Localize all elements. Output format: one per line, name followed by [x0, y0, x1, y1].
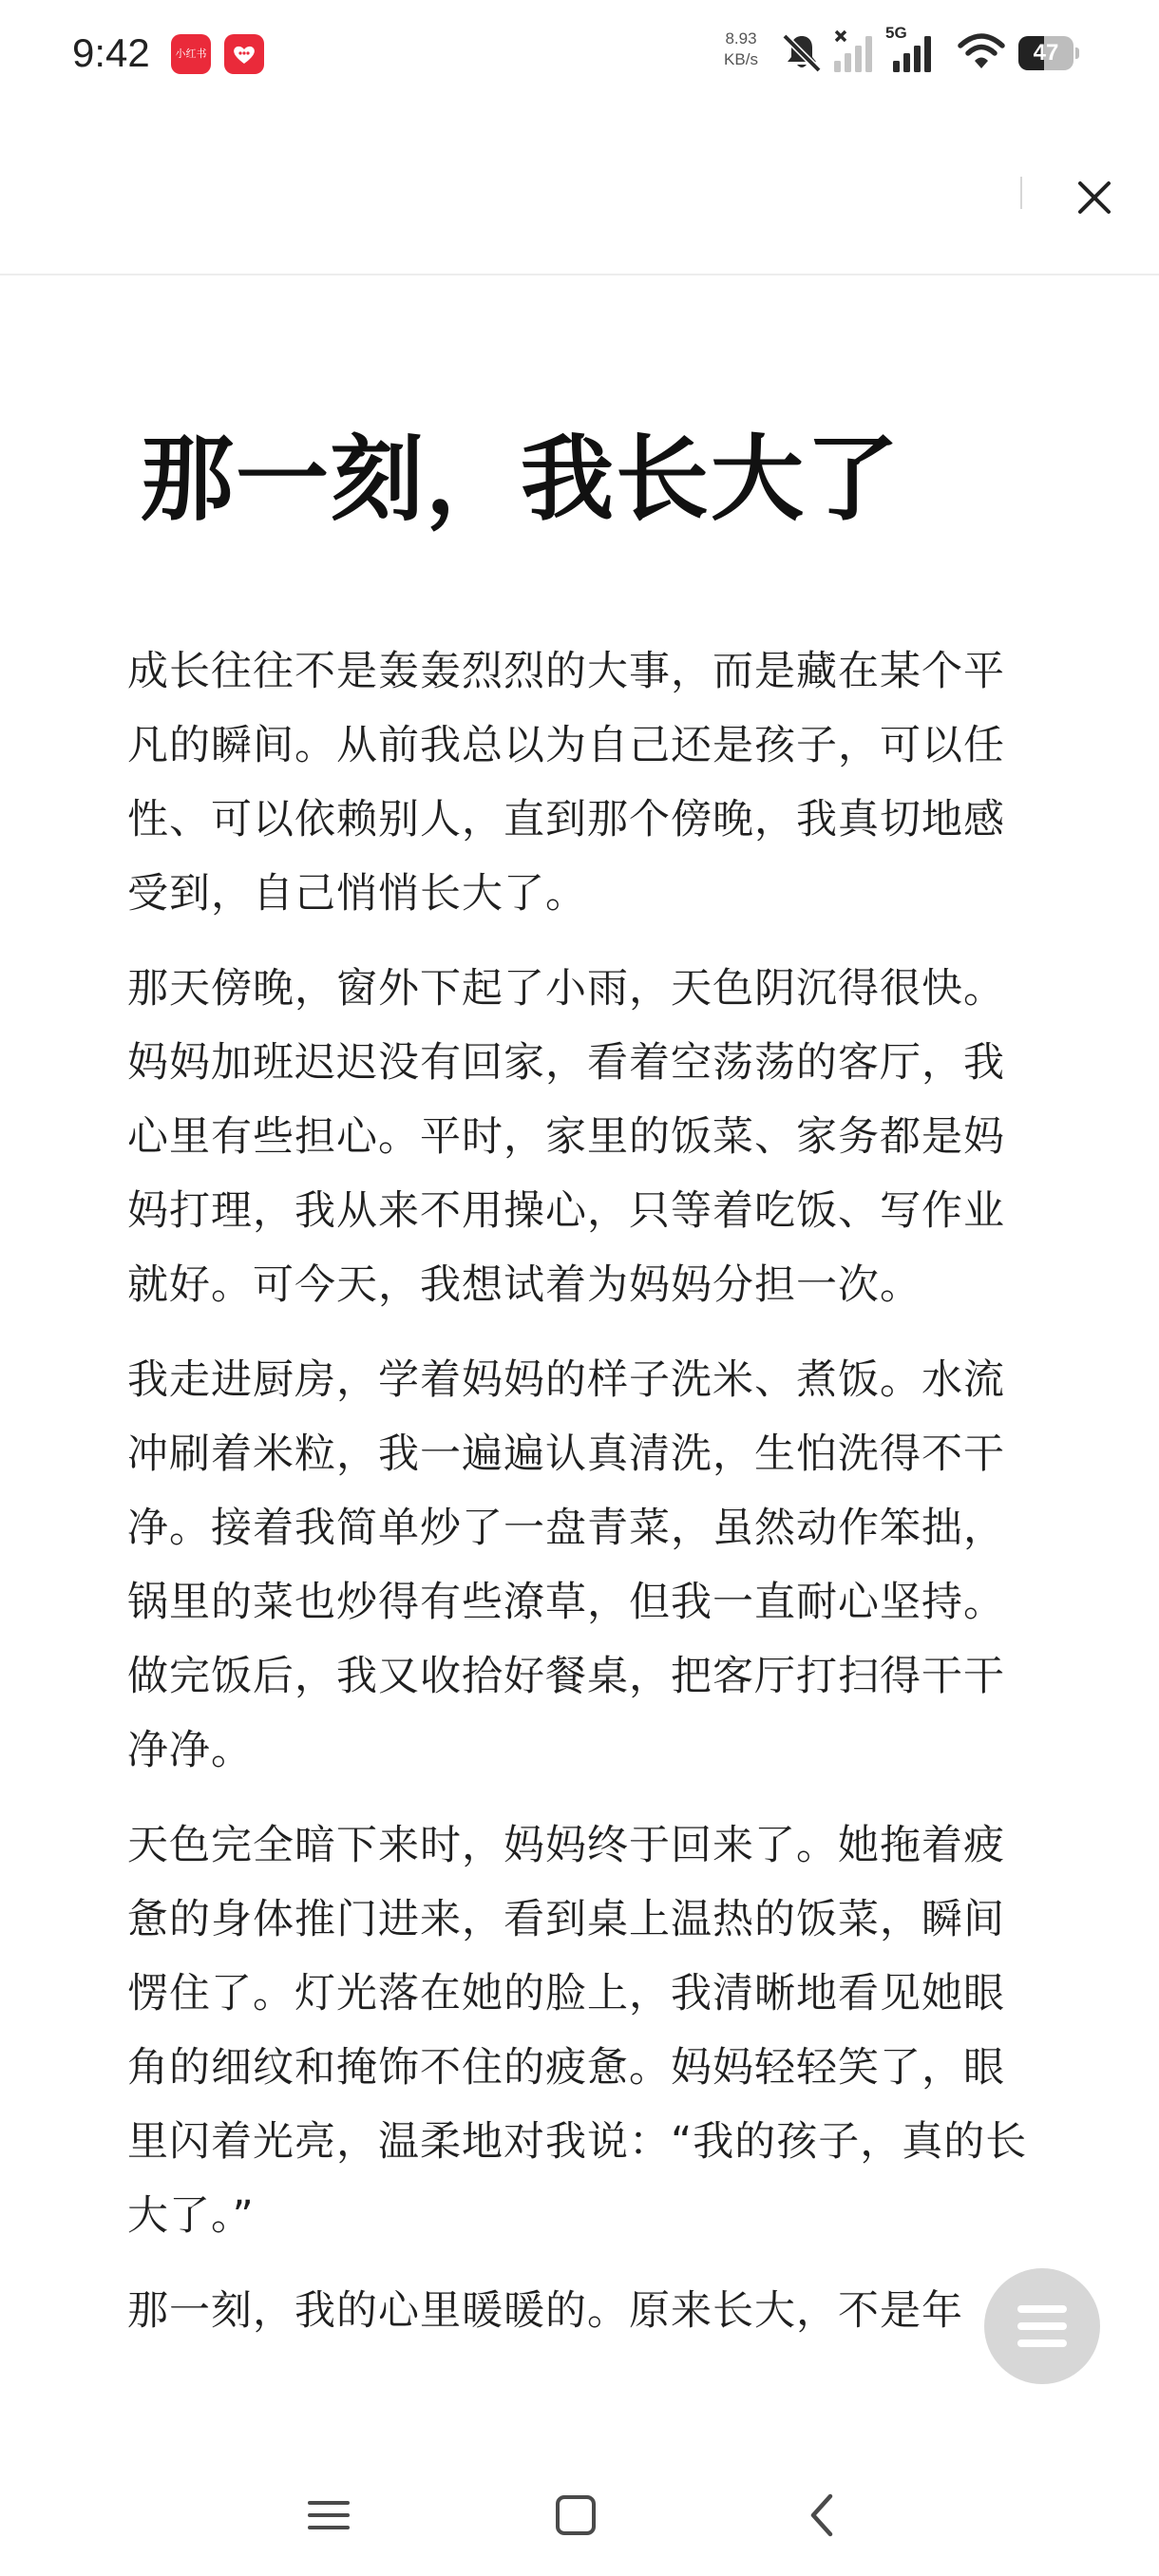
- sim2-5g-signal-icon: [885, 25, 942, 78]
- network-speed-value: 8.93: [725, 29, 757, 47]
- back-button[interactable]: [785, 2477, 861, 2553]
- sim2-network-type: 5G: [885, 24, 907, 42]
- article-content[interactable]: [0, 275, 1159, 2451]
- xiaohongshu-app-label: 小红书: [175, 47, 207, 60]
- mute-icon: [777, 28, 826, 78]
- status-time: 9:42: [72, 30, 150, 75]
- menu-lines-icon: [1014, 2300, 1071, 2353]
- sim1-no-signal-icon: [832, 28, 880, 78]
- article-paragraph: 那天傍晚，窗外下起了小雨，天色阴沉得很快。妈妈加班迟迟没有回家，看着空荡荡的客厅，我心里有些担心。平时，家里的饭菜、家务都是妈妈打理，我从来不用操心，只等着吃饭、写作业就好。可今天，我想试着为妈妈分担一次。: [127, 965, 1005, 1309]
- toolbar-divider: [1020, 177, 1022, 209]
- article-paragraph: 我走进厨房，学着妈妈的样子洗米、煮饭。水流冲刷着米粒，我一遍遍认真清洗，生怕洗得不干净。接着我简单炒了一盘青菜，虽然动作笨拙，锅里的菜也炒得有些潦草，但我一直耐心坚持。做完饭后，我又收拾好餐桌，把客厅打扫得干干净净。: [127, 1356, 1005, 1774]
- article-title: 那一刻，我长大了: [141, 426, 902, 534]
- close-icon: [1064, 167, 1125, 228]
- home-button[interactable]: [538, 2477, 614, 2553]
- top-toolbar: [0, 106, 1159, 275]
- heart-app-icon: [224, 34, 264, 74]
- article-body: [127, 635, 1039, 2369]
- article-paragraph: 那一刻，我的心里暖暖的。原来长大，不是年: [127, 2287, 963, 2335]
- floating-menu-button[interactable]: [984, 2268, 1100, 2384]
- recent-apps-button[interactable]: [291, 2477, 367, 2553]
- battery-level: 47: [1033, 40, 1059, 66]
- back-icon: [785, 2477, 861, 2553]
- article-paragraph: 成长往往不是轰轰烈烈的大事，而是藏在某个平凡的瞬间。从前我总以为自己还是孩子，可以任性、可以依赖别人，直到那个傍晚，我真切地感受到，自己悄悄长大了。: [127, 648, 1005, 918]
- status-bar: [0, 0, 1159, 106]
- battery-indicator: [1018, 36, 1079, 70]
- xiaohongshu-app-icon: [171, 34, 211, 74]
- recent-apps-icon: [291, 2477, 367, 2553]
- battery-body: [1018, 36, 1074, 70]
- home-icon: [538, 2477, 614, 2553]
- wifi-icon: [958, 32, 1005, 72]
- battery-cap: [1075, 47, 1079, 59]
- article-paragraph: 天色完全暗下来时，妈妈终于回来了。她拖着疲惫的身体推门进来，看到桌上温热的饭菜，瞬间愣住了。灯光落在她的脸上，我清晰地看见她眼角的细纹和掩饰不住的疲惫。妈妈轻轻笑了，眼里闪着光亮，温柔地对我说：“我的孩子，真的长大了。”: [127, 1822, 1028, 2240]
- close-button[interactable]: [1064, 167, 1125, 228]
- system-nav-bar: [0, 2451, 1159, 2576]
- network-speed: [714, 28, 768, 70]
- network-speed-unit: KB/s: [724, 50, 758, 68]
